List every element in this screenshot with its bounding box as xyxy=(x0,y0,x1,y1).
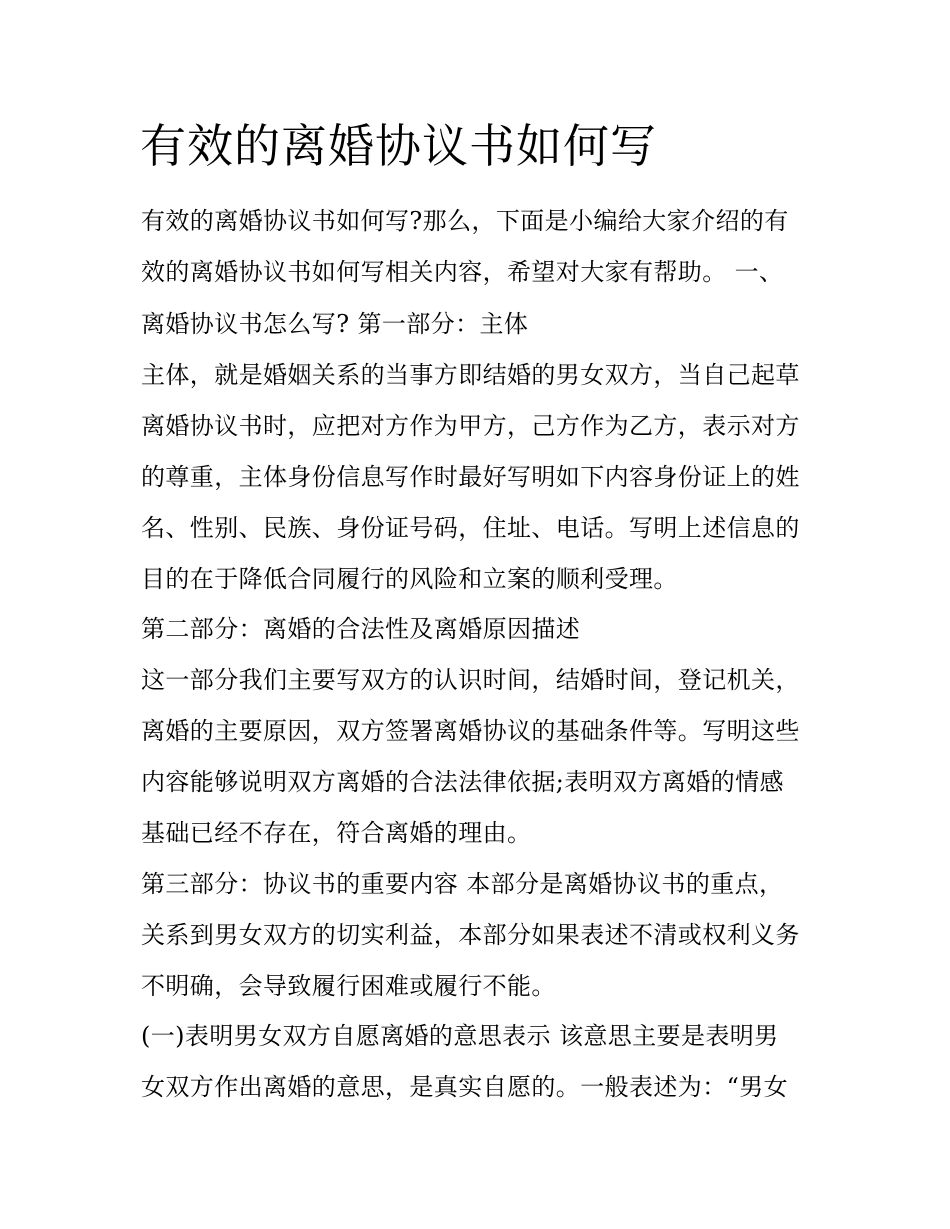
body-line: 离婚协议书怎么写? 第一部分：主体 xyxy=(141,310,529,338)
body-line: 主体，就是婚姻关系的当事方即结婚的男女双方，当自己起草 xyxy=(141,361,800,389)
section-heading: 第二部分：离婚的合法性及离婚原因描述 xyxy=(141,615,581,643)
body-line: 女双方作出离婚的意思，是真实自愿的。一般表述为：“男女 xyxy=(141,1073,789,1101)
body-line: 关系到男女双方的切实利益，本部分如果表述不清或权利义务 xyxy=(141,921,800,949)
body-line: 效的离婚协议书如何写相关内容，希望对大家有帮助。 一、 xyxy=(141,258,784,286)
body-line: 有效的离婚协议书如何写?那么，下面是小编给大家介绍的有 xyxy=(141,207,789,235)
body-line: 基础已经不存在，符合离婚的理由。 xyxy=(141,819,532,847)
body-line: (一)表明男女双方自愿离婚的意思表示 该意思主要是表明男 xyxy=(141,1022,779,1050)
body-line: 内容能够说明双方离婚的合法法律依据;表明双方离婚的情感 xyxy=(141,768,784,796)
body-line: 这一部分我们主要写双方的认识时间，结婚时间，登记机关， xyxy=(141,666,800,694)
body-line: 名、性别、民族、身份证号码，住址、电话。写明上述信息的 xyxy=(141,514,800,542)
body-line: 离婚协议书时，应把对方作为甲方，己方作为乙方，表示对方 xyxy=(141,412,800,440)
body-line: 的尊重，主体身份信息写作时最好写明如下内容身份证上的姓 xyxy=(141,463,800,491)
document-title: 有效的离婚协议书如何写 xyxy=(140,119,657,173)
body-line: 离婚的主要原因，双方签署离婚协议的基础条件等。写明这些 xyxy=(141,717,800,745)
body-line: 第三部分：协议书的重要内容 本部分是离婚协议书的重点， xyxy=(141,870,784,898)
body-line: 目的在于降低合同履行的风险和立案的顺利受理。 xyxy=(141,565,678,593)
body-line: 不明确，会导致履行困难或履行不能。 xyxy=(141,972,556,1000)
